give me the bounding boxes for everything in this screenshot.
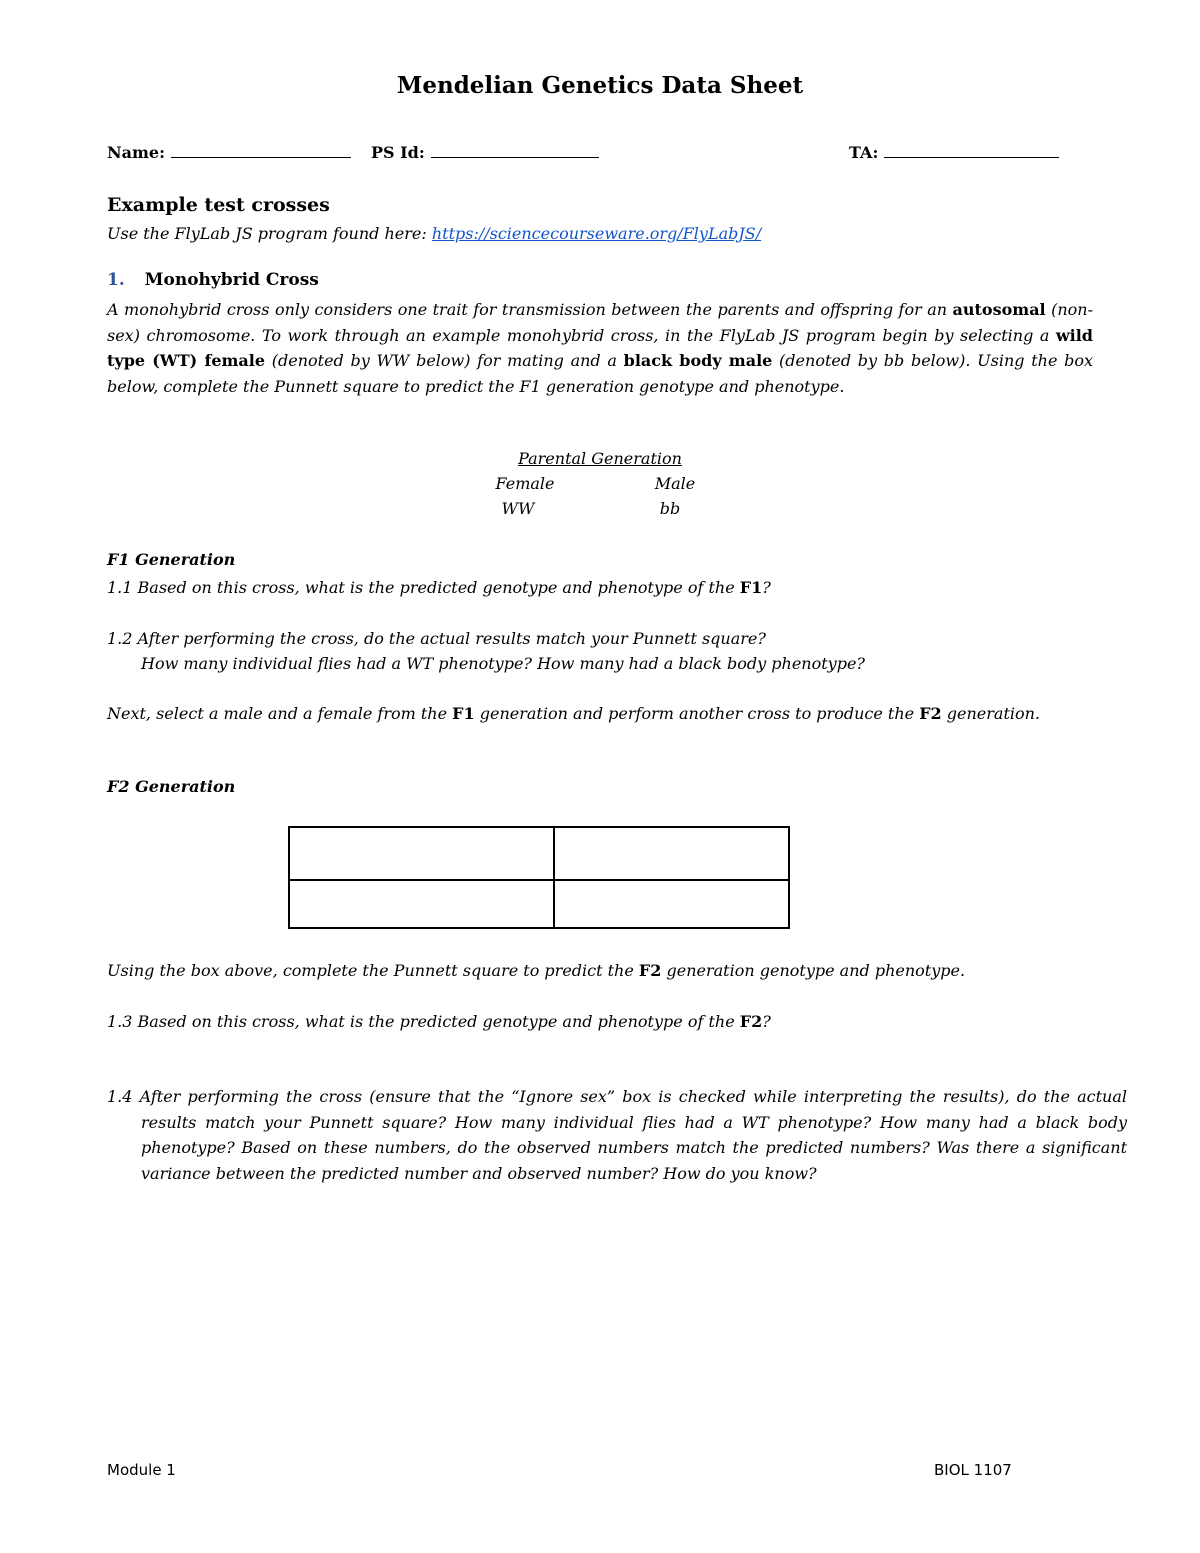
next-instruction: Next, select a male and a female from the F1 generation and perform another cross to produce the F2 generation. [107,704,1041,723]
item-1-title: Monohybrid Cross [144,270,319,290]
section-heading: Example test crosses [107,194,330,216]
intro-line [107,224,761,243]
monohybrid-paragraph: A monohybrid cross only considers one trait for transmission between the parents and offspring for an autosomal (non-sex) chromosome. To work through an example monohybrid cross, in the FlyLab JS program begin by selecting a wild type (WT) female (denoted by WW below) for mating and a black body male (denoted by bb below). Using the box below, complete the Punnett square to predict the F1 generation genotype and phenotype. [107,300,1094,396]
ta-field[interactable] [849,143,1059,162]
male-genotype: bb [659,499,681,518]
parental-heading: Parental Generation [518,449,682,468]
ta-blank[interactable] [884,143,1059,158]
question-1-2-line-2: How many individual flies had a WT phenotype? How many had a black body phenotype? [141,654,865,673]
punnett-square-box[interactable] [288,826,790,929]
f2-heading: F2 Generation [107,777,236,796]
name-field[interactable] [107,143,351,162]
autosomal-term: autosomal [952,300,1046,319]
question-1-4: 1.4 After performing the cross (ensure that the “Ignore sex” box is checked while interpreting the results), do the actual results match your Punnett square? How many individual flies had a WT phenotype? How many had a black body phenotype? Based on these numbers, do the observed numbers match the predicted numbers? Was there a significant variance between the predicted number and observed number? How do you know? [107,1087,1127,1183]
male-label: Male [654,474,696,493]
question-1-1: 1.1 Based on this cross, what is the predicted genotype and phenotype of the F1? [107,578,771,597]
footer-module: Module 1 [107,1461,176,1479]
using-box-instruction: Using the box above, complete the Punnett square to predict the F2 generation genotype and phenotype. [107,961,966,980]
flylab-link[interactable]: https://sciencecourseware.org/FlyLabJS/ [431,224,762,243]
psid-blank[interactable] [431,143,599,158]
intro-text: Use the FlyLab JS program found here: [107,224,432,243]
question-1-3: 1.3 Based on this cross, what is the predicted genotype and phenotype of the F2? [107,1012,771,1031]
f1-heading: F1 Generation [107,550,236,569]
female-label: Female [495,474,555,493]
footer-course: BIOL 1107 [934,1461,1012,1479]
punnett-divider-horizontal [290,879,788,881]
item-1-number: 1. [107,270,125,290]
ta-label: TA: [849,143,879,162]
psid-label: PS Id: [371,143,425,162]
name-label: Name: [107,143,166,162]
question-1-2-line-1: 1.2 After performing the cross, do the actual results match your Punnett square? [107,629,766,648]
name-blank[interactable] [171,143,351,158]
black-body-male-term: black body male [623,351,773,370]
female-genotype: WW [501,499,535,518]
item-1-heading [107,270,319,290]
psid-field[interactable] [371,143,599,162]
page-title: Mendelian Genetics Data Sheet [396,72,804,99]
wild-type-female-term: wild type (WT) female [107,325,1093,370]
punnett-divider-vertical [553,828,555,927]
